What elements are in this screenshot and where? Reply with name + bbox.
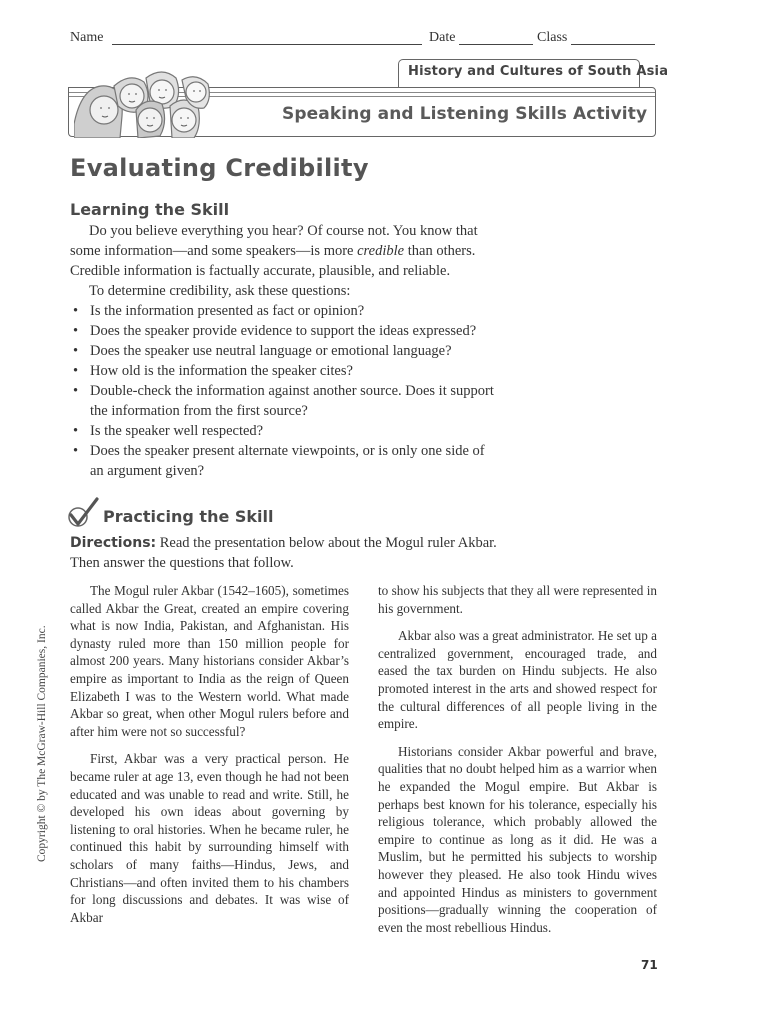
question-list bbox=[70, 301, 560, 481]
lead-in: To determine credibility, ask these questions: bbox=[89, 283, 351, 299]
learning-heading: Learning the Skill bbox=[70, 200, 230, 219]
passage-paragraph: Historians consider Akbar powerful and brave, qualities that no doubt helped him as a warrior when he expanded the Mogul empire. But Akbar is perhaps best known for his tolerance, especially his religious tolerance, which probably allowed the empire to continue as long as it did. He was a Muslim, but he permitted his subjects to worship however they pleased. He also took Hindu wives and appointed Hindus as ministers to government positions—gradually winning the cooperation of even the most rebellious Hindus. bbox=[378, 743, 657, 935]
list-item: • Does the speaker present alternate viewpoints, or is only one side of an argument given? bbox=[70, 441, 500, 481]
passage-paragraph: First, Akbar was a very practical person. He became ruler at age 13, even though he had not been educated and was unable to read and write. Still, he developed his own ideas about governing by listening to oral histories. When he became ruler, he continued this habit by surrounding himself with scholars of many faiths—Hindus, Jews, and Christians—and often invited them to his chambers for long discussions and debates. It was wise of Akbar bbox=[70, 751, 349, 925]
date-label: Date bbox=[429, 30, 456, 45]
date-line bbox=[459, 44, 533, 45]
passage-left-column bbox=[70, 582, 349, 936]
intro-line-2b: than others. bbox=[404, 243, 476, 259]
learning-body bbox=[70, 221, 560, 481]
subject-label: History and Cultures of South Asia bbox=[408, 64, 669, 79]
passage-continuation: to show his subjects that they all were represented in his government. bbox=[378, 583, 657, 616]
intro-line-2 bbox=[70, 241, 560, 261]
practicing-heading: Practicing the Skill bbox=[103, 507, 274, 526]
class-label: Class bbox=[537, 30, 568, 45]
page-title: Evaluating Credibility bbox=[70, 154, 369, 182]
passage-paragraph: Akbar also was a great administrator. He set up a centralized government, encouraged trade, and eased the tax burden on Hindu subjects. He also promoted interest in the arts and showed respect for the cultural differences of all people living in the empire. bbox=[378, 628, 657, 732]
directions bbox=[70, 533, 500, 573]
checkmark-icon bbox=[66, 497, 100, 529]
list-item: • How old is the information the speaker cites? bbox=[70, 361, 560, 381]
name-label: Name bbox=[70, 30, 104, 45]
list-item: • Is the speaker well respected? bbox=[70, 421, 560, 441]
credible-term: credible bbox=[357, 243, 405, 259]
directions-text: Read the presentation below about the Mogul ruler Akbar. Then answer the questions that follow. bbox=[70, 535, 497, 571]
page-number: 71 bbox=[641, 958, 658, 972]
intro-line-3: Credible information is factually accurate, plausible, and reliable. bbox=[70, 263, 451, 279]
list-item: • Does the speaker use neutral language or emotional language? bbox=[70, 341, 560, 361]
passage-right-column bbox=[378, 582, 657, 946]
copyright-notice: Copyright © by The McGraw-Hill Companies, Inc. bbox=[36, 625, 48, 862]
name-line bbox=[112, 44, 422, 45]
group-of-faces-illustration bbox=[74, 66, 224, 138]
list-item: • Is the information presented as fact or opinion? bbox=[70, 301, 560, 321]
list-item: • Does the speaker provide evidence to support the ideas expressed? bbox=[70, 321, 560, 341]
list-item: • Double-check the information against another source. Does it support the information from the first source? bbox=[70, 381, 500, 421]
directions-label: Directions: bbox=[70, 535, 157, 551]
passage-paragraph: The Mogul ruler Akbar (1542–1605), sometimes called Akbar the Great, created an empire covering what is now India, Pakistan, and Afghanistan. His dynasty ruled more than 150 million people for almost 200 years. Many historians consider Akbar’s empire as important to India as the reign of Queen Elizabeth I was to the Western world. What made Akbar so great, when other Mogul rulers before and after him were not so successful? bbox=[70, 583, 349, 739]
intro-line-2a: some information—and some speakers—is more bbox=[70, 243, 358, 259]
intro-line-1: Do you believe everything you hear? Of course not. You know that bbox=[89, 223, 478, 239]
activity-title: Speaking and Listening Skills Activity bbox=[282, 104, 648, 124]
class-line bbox=[571, 44, 655, 45]
